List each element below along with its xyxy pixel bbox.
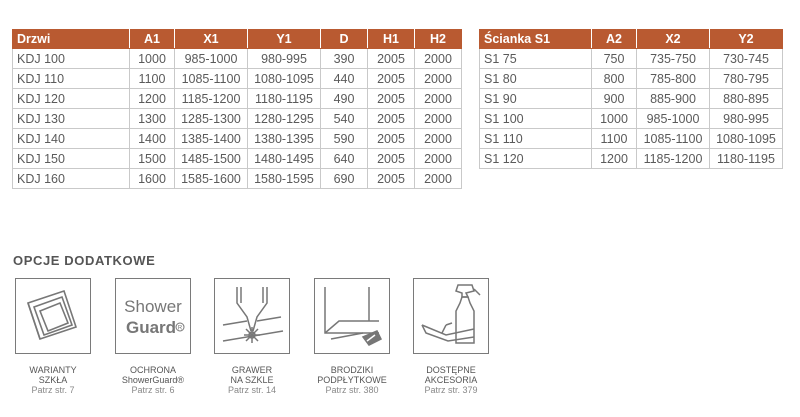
model-cell: KDJ 100 [13,49,130,69]
dimension-cell: 2000 [415,69,462,89]
dimension-cell: 800 [592,69,637,89]
options-heading: OPCJE DODATKOWE [13,253,156,268]
dimension-cell: 980-995 [248,49,321,69]
dimension-cell: 2000 [415,89,462,109]
dimension-cell: 1580-1595 [248,169,321,189]
dimension-cell: 1585-1600 [175,169,248,189]
column-header: H2 [415,30,462,49]
dimension-cell: 2005 [368,49,415,69]
dimension-cell: 1285-1300 [175,109,248,129]
dimension-cell: 590 [321,129,368,149]
dimension-cell: 885-900 [637,89,710,109]
option-shower-guard[interactable] [107,278,199,396]
model-cell: KDJ 110 [13,69,130,89]
table-row [480,49,783,69]
option-page-ref: Patrz str. 379 [424,385,478,395]
dimension-cell: 2000 [415,109,462,129]
dimension-cell: 1200 [130,89,175,109]
table-row [13,169,462,189]
option-label-line1: WARIANTY [29,365,77,375]
dimension-cell: 2005 [368,149,415,169]
dimension-cell: 785-800 [637,69,710,89]
option-tile-tray[interactable] [306,278,398,396]
dimension-cell: 750 [592,49,637,69]
column-header: Y2 [710,30,783,49]
dimension-cell: 1300 [130,109,175,129]
model-cell: KDJ 150 [13,149,130,169]
dimension-cell: 1000 [592,109,637,129]
column-header: H1 [368,30,415,49]
dimension-cell: 490 [321,89,368,109]
option-engraving[interactable] [206,278,298,396]
dimension-cell: 1385-1400 [175,129,248,149]
shower-guard-logo [115,278,191,354]
tile-tray-icon [314,278,390,354]
option-page-ref: Patrz str. 6 [131,385,175,395]
dimension-cell: 985-1000 [637,109,710,129]
dimension-cell: 2005 [368,69,415,89]
option-page-ref: Patrz str. 7 [31,385,75,395]
option-accessories[interactable] [405,278,497,396]
dimension-cell: 2005 [368,129,415,149]
dimension-cell: 1100 [592,129,637,149]
dimension-cell: 980-995 [710,109,783,129]
dimension-cell: 1080-1095 [248,69,321,89]
model-cell: KDJ 160 [13,169,130,189]
table-row [480,149,783,169]
table-row [13,49,462,69]
dimension-cell: 2000 [415,129,462,149]
scianka-dimensions-table [479,29,783,169]
table-row [13,89,462,109]
dimension-cell: 900 [592,89,637,109]
option-label-line2: PODPŁYTKOWE [317,375,387,385]
table-row [13,69,462,89]
table-row [480,89,783,109]
dimension-cell: 1400 [130,129,175,149]
dimension-cell: 1000 [130,49,175,69]
dimension-cell: 690 [321,169,368,189]
dimension-cell: 1380-1395 [248,129,321,149]
engraving-icon [214,278,290,354]
column-header: A1 [130,30,175,49]
dimension-cell: 390 [321,49,368,69]
column-header: Ścianka S1 [480,30,592,49]
table-header-row [480,30,783,49]
column-header: X1 [175,30,248,49]
option-label-line1: BRODZIKI [330,365,374,375]
dimension-cell: 540 [321,109,368,129]
dimension-cell: 1085-1100 [175,69,248,89]
dimension-cell: 1500 [130,149,175,169]
logo-text-line2: Guard [125,318,177,337]
table-row [13,149,462,169]
dimension-cell: 1085-1100 [637,129,710,149]
dimension-cell: 2005 [368,89,415,109]
dimension-cell: 735-750 [637,49,710,69]
model-cell: S1 75 [480,49,592,69]
option-label-line1: OCHRONA [129,365,176,375]
table-row [480,129,783,149]
table-header-row [13,30,462,49]
model-cell: S1 110 [480,129,592,149]
option-label-line2: NA SZKLE [230,375,274,385]
logo-text-line1: Shower [124,297,182,316]
dimension-cell: 2005 [368,109,415,129]
svg-text:R: R [177,325,183,332]
dimension-cell: 1100 [130,69,175,89]
dimension-cell: 2000 [415,169,462,189]
drzwi-dimensions-table [12,29,462,189]
option-label-line2: SZKŁA [38,375,68,385]
dimension-cell: 730-745 [710,49,783,69]
option-glass-variants[interactable] [7,278,99,396]
option-page-ref: Patrz str. 14 [227,385,277,395]
dimension-cell: 1180-1195 [710,149,783,169]
dimension-cell: 1180-1195 [248,89,321,109]
dimension-cell: 1485-1500 [175,149,248,169]
dimension-cell: 1185-1200 [637,149,710,169]
option-label-line2: AKCESORIA [424,375,478,385]
dimension-cell: 1480-1495 [248,149,321,169]
model-cell: KDJ 140 [13,129,130,149]
option-label-line2: ShowerGuard® [121,375,185,385]
column-header: X2 [637,30,710,49]
model-cell: KDJ 120 [13,89,130,109]
model-cell: S1 80 [480,69,592,89]
glass-variants-icon [15,278,91,354]
table-row [13,129,462,149]
column-header: A2 [592,30,637,49]
column-header: Drzwi [13,30,130,49]
dimension-cell: 1200 [592,149,637,169]
dimension-cell: 440 [321,69,368,89]
dimension-cell: 1185-1200 [175,89,248,109]
model-cell: S1 100 [480,109,592,129]
table-row [480,69,783,89]
table-row [13,109,462,129]
option-label-line1: DOSTĘPNE [426,365,476,375]
dimension-cell: 1280-1295 [248,109,321,129]
option-label-line1: GRAWER [231,365,273,375]
model-cell: S1 120 [480,149,592,169]
dimension-cell: 1600 [130,169,175,189]
dimension-cell: 2005 [368,169,415,189]
dimension-cell: 2000 [415,149,462,169]
column-header: Y1 [248,30,321,49]
dimension-cell: 2000 [415,49,462,69]
dimension-cell: 880-895 [710,89,783,109]
dimension-cell: 780-795 [710,69,783,89]
model-cell: S1 90 [480,89,592,109]
dimension-cell: 1080-1095 [710,129,783,149]
option-page-ref: Patrz str. 380 [325,385,379,395]
accessories-icon [413,278,489,354]
dimension-cell: 985-1000 [175,49,248,69]
column-header: D [321,30,368,49]
model-cell: KDJ 130 [13,109,130,129]
table-row [480,109,783,129]
dimension-cell: 640 [321,149,368,169]
